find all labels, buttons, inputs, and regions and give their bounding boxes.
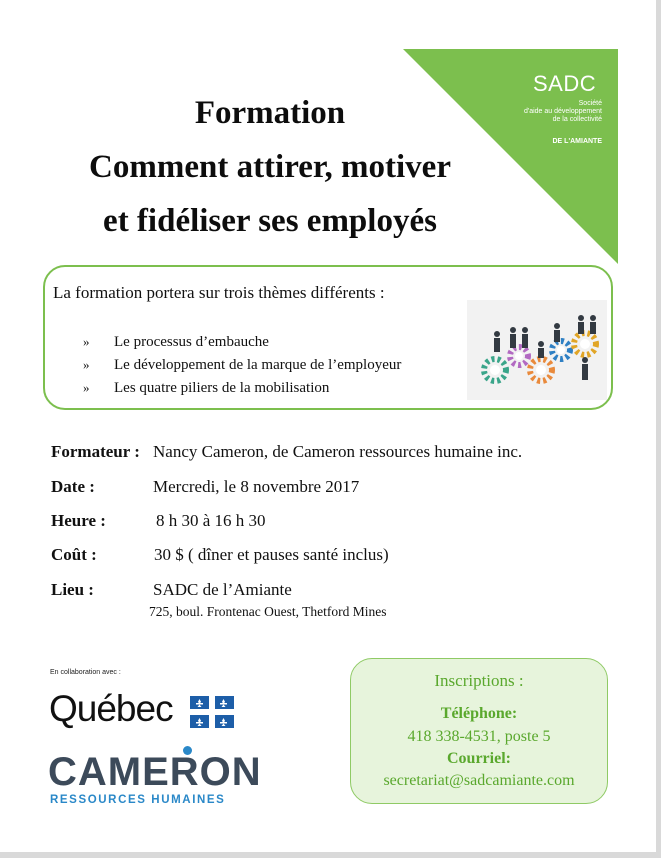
cout-label: Coût : — [51, 545, 97, 564]
list-item: » Le processus d’embauche — [83, 330, 401, 353]
list-item: » Le développement de la marque de l’employeur — [83, 353, 401, 376]
collaboration-label: En collaboration avec : — [50, 669, 121, 676]
email-address[interactable]: secretariat@sadcamiante.com — [383, 772, 575, 789]
page-edge-bottom — [0, 852, 661, 858]
quebec-flag-icon — [190, 696, 234, 728]
page-edge-right — [656, 0, 661, 858]
bullet-icon: » — [83, 334, 90, 349]
heure-label: Heure : — [51, 511, 106, 530]
formateur-value: Nancy Cameron, de Cameron ressources humaine inc. — [153, 442, 523, 461]
lieu-label: Lieu : — [51, 580, 94, 599]
inscriptions-title: Inscriptions : — [434, 671, 524, 690]
cameron-logo-subtitle: RESSOURCES HUMAINES — [50, 794, 226, 806]
cameron-logo-text: CAMERON — [48, 750, 262, 794]
phone-label: Téléphone: — [440, 705, 518, 722]
date-label: Date : — [51, 477, 95, 496]
themes-intro: La formation portera sur trois thèmes différents : — [53, 283, 385, 302]
sadc-logo-subtitle: Société d'aide au développement de la collectivité — [523, 100, 602, 123]
formateur-label: Formateur : — [51, 442, 140, 461]
list-item: » Les quatre piliers de la mobilisation — [83, 376, 401, 399]
theme-list — [83, 330, 401, 399]
people-on-gears-icon — [467, 300, 607, 400]
phone-number[interactable]: 418 338-4531, poste 5 — [407, 728, 551, 745]
email-label: Courriel: — [447, 750, 511, 767]
address: 725, boul. Frontenac Ouest, Thetford Mines — [149, 604, 387, 619]
heure-value: 8 h 30 à 16 h 30 — [156, 511, 266, 530]
bullet-icon: » — [83, 380, 90, 395]
bullet-icon: » — [83, 357, 90, 372]
quebec-logo-text: Québec — [49, 688, 173, 729]
cout-value: 30 $ ( dîner et pauses santé inclus) — [154, 545, 389, 564]
title-line-1: Formation — [194, 95, 346, 131]
title-line-2: Comment attirer, motiver — [89, 149, 451, 185]
sadc-logo-region: DE L'AMIANTE — [552, 138, 602, 145]
lieu-value: SADC de l’Amiante — [153, 580, 292, 599]
date-value: Mercredi, le 8 novembre 2017 — [153, 477, 360, 496]
sadc-logo-name: SADC — [533, 71, 597, 96]
page-title — [30, 86, 510, 248]
title-line-3: et fidéliser ses employés — [103, 203, 437, 239]
